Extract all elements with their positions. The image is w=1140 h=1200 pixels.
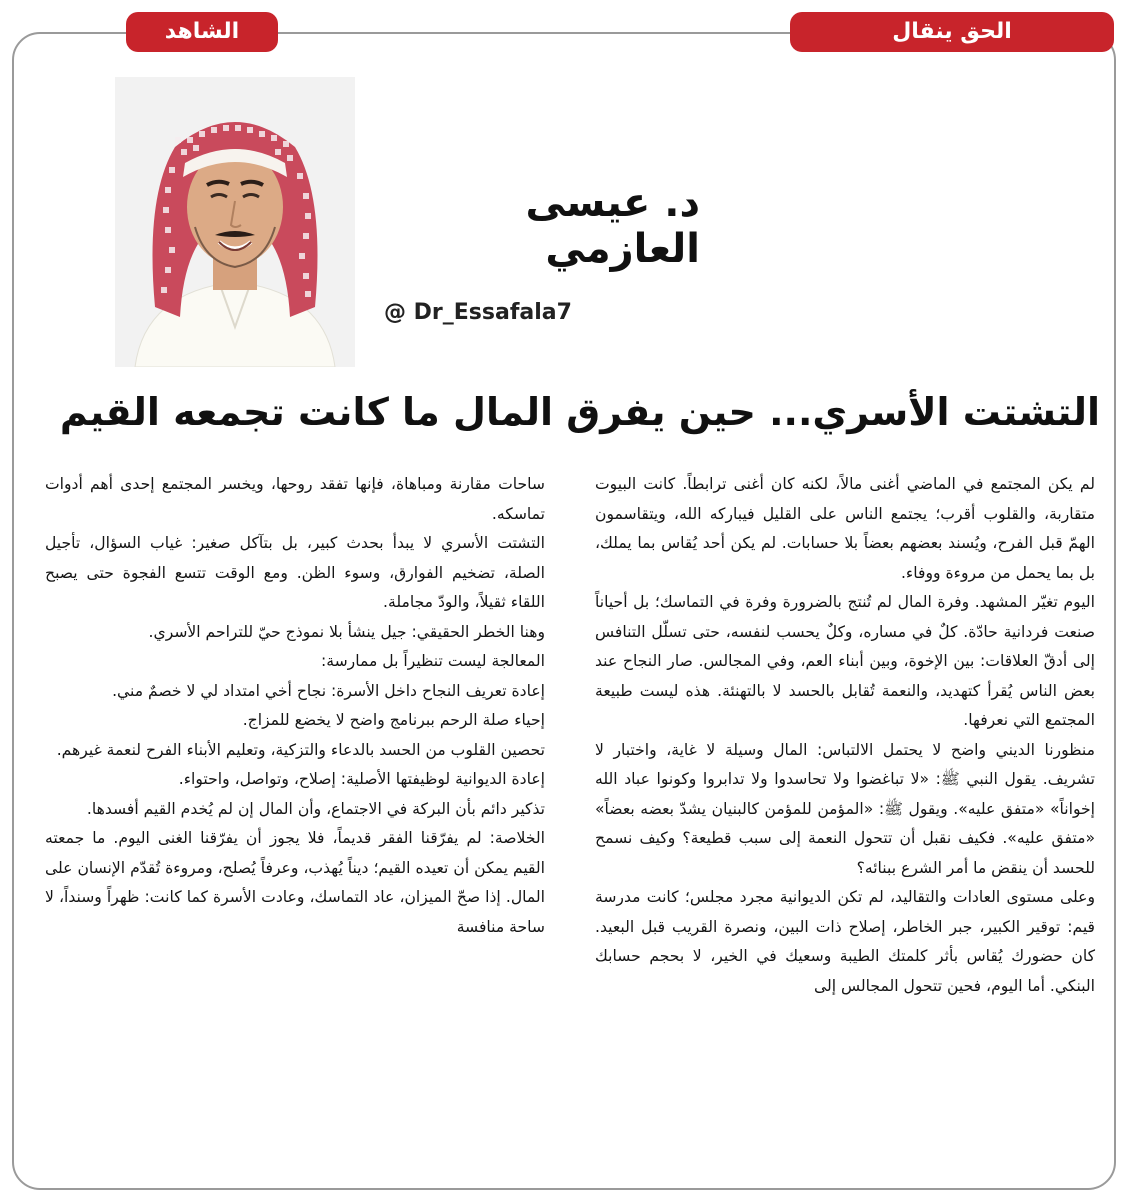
paragraph: وهنا الخطر الحقيقي: جيل ينشأ بلا نموذج حيّ للتراحم الأسري. [148,622,545,641]
paragraph: منظورنا الديني واضح لا يحتمل الالتباس: المال وسيلة لا غاية، واختبار لا تشريف. يقول النبي ﷺ: «لا تباغضوا ولا تحاسدوا ولا تدابروا وكونوا عباد الله إخواناً» «متفق عليه». ويقول ﷺ: «المؤمن للمؤمن كالبنيان يشدّ بعضه بعضاً» «متفق عليه». فكيف نقبل أن تتحول النعمة إلى سبب قطيعة؟ وكيف نسمح للحسد أن ينقض ما أمر الشرع ببنائه؟ [595,740,1095,877]
paragraph: اليوم تغيّر المشهد. وفرة المال لم تُنتج بالضرورة وفرة في التماسك؛ بل أحياناً صنعت فردانية حادّة. كلٌ في مساره، وكلٌ يحسب لنفسه، حتى تسلّل التنافس إلى أدقّ العلاقات: بين الإخوة، وبين أبناء العم، وفي المجالس. صار النجاح عند بعض الناس يُقرأ كتهديد، والنعمة تُقابل بالحسد لا بالتهنئة. هذه ليست طبيعة المجتمع التي نعرفها. [595,593,1095,729]
paragraph: الخلاصة: لم يفرّقنا الفقر قديماً، فلا يجوز أن يفرّقنا الغنى اليوم. ما جمعته القيم يمكن أن تعيده القيم؛ ديناً يُهذب، وعرفاً يُصلح، ومروءة تُقدّم الإنسان على المال. إذا صحّ الميزان، عاد التماسك، وعادت الأسرة كما كانت: ظهراً وسنداً، لا ساحة منافسة [45,829,545,936]
paragraph: وعلى مستوى العادات والتقاليد، لم تكن الديوانية مجرد مجلس؛ كانت مدرسة قيم: توقير الكبير، جبر الخاطر، إصلاح ذات البين، ونصرة القريب قبل البعيد. كان حضورك يُقاس بأثر كلمتك الطيبة وسعيك في الخير، لا بحجم حسابك البنكي. أما اليوم، فحين تتحول المجالس إلى [595,888,1095,995]
list-item: تذكير دائم بأن البركة في الاجتماع، وأن المال إن لم يُخدم القيم أفسدها. [86,799,545,818]
paragraph: المعالجة ليست تنظيراً بل ممارسة: [320,652,545,670]
list-item: إعادة الديوانية لوظيفتها الأصلية: إصلاح، وتواصل، واحتواء. [178,770,545,788]
column-tag-right: الحق ينقال [790,12,1114,52]
column-tag-left: الشاهد [126,12,278,52]
author-photo [115,77,355,367]
list-item: إحياء صلة الرحم ببرنامج واضح لا يخضع للمزاج. [242,711,545,729]
paragraph: لم يكن المجتمع في الماضي أغنى مالاً، لكنه كان أغنى ترابطاً. كانت البيوت متقاربة، والقلوب أقرب؛ يجتمع الناس على القليل فيباركه الله، ويتقاسمون الهمّ قبل الفرح، ويُسند بعضهم بعضاً بلا حسابات. لم يكن أحد يُقاس بما يملك، بل بما يحمل من مروءة ووفاء. [595,475,1095,582]
article-column-left [45,470,545,942]
list-item: إعادة تعريف النجاح داخل الأسرة: نجاح أخي امتداد لي لا خصمٌ مني. [112,681,545,700]
article-headline: التشتت الأسري... حين يفرق المال ما كانت تجمعه القيم [59,390,1100,434]
author-name: د. عيسى العازمي [525,180,700,272]
paragraph: التشتت الأسري لا يبدأ بحدث كبير، بل بتآكل صغير: غياب السؤال، تأجيل الصلة، تضخيم الفوارق، وسوء الظن. ومع الوقت تتسع الفجوة حتى يصبح اللقاء ثقيلاً، والودّ مجاملة. [45,534,545,611]
list-item: تحصين القلوب من الحسد بالدعاء والتزكية، وتعليم الأبناء الفرح لنعمة غيرهم. [56,740,545,759]
article-column-right [595,470,1095,1001]
paragraph: ساحات مقارنة ومباهاة، فإنها تفقد روحها، ويخسر المجتمع إحدى أهم أدوات تماسكه. [45,475,545,523]
author-twitter-handle[interactable]: @ Dr_Essafala7 [384,300,572,325]
